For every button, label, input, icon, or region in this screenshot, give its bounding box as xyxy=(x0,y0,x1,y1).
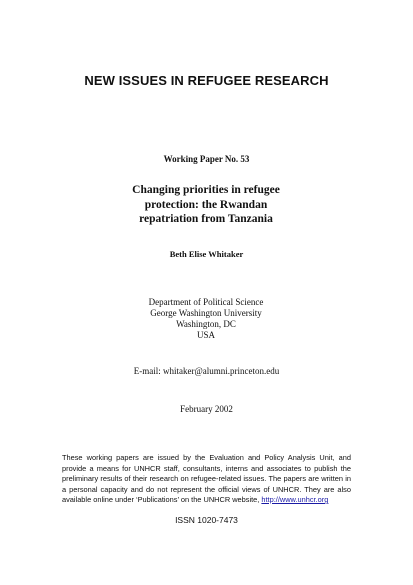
author-name: Beth Elise Whitaker xyxy=(169,249,244,259)
affiliation-line: USA xyxy=(196,330,215,340)
author-email: E-mail: whitaker@alumni.princeton.edu xyxy=(133,366,280,376)
paper-title-line: repatriation from Tanzania xyxy=(139,213,273,225)
affiliation-line: Department of Political Science xyxy=(148,297,264,307)
publication-date: February 2002 xyxy=(180,404,233,414)
affiliation-line: Washington, DC xyxy=(176,319,236,329)
issn-number: ISSN 1020-7473 xyxy=(175,515,238,525)
author-affiliation xyxy=(106,297,306,341)
working-paper-number: Working Paper No. 53 xyxy=(163,154,250,164)
affiliation-line: George Washington University xyxy=(150,308,262,318)
paper-title-line: Changing priorities in refugee xyxy=(132,184,280,196)
disclaimer-paragraph xyxy=(62,453,351,506)
unhcr-website-link[interactable]: http://www.unhcr.org xyxy=(261,495,329,504)
series-title: NEW ISSUES IN REFUGEE RESEARCH xyxy=(84,73,329,88)
paper-title xyxy=(106,183,306,227)
paper-title-line: protection: the Rwandan xyxy=(144,198,268,211)
disclaimer-text: These working papers are issued by the Evaluation and Policy Analysis Unit, and provide a means for UNHCR staff, consultants, interns and associates to publish the preliminary results of their research on refugee-related issues. The papers are written in a personal capacity and do not represent the official views of UNHCR. They are also available online under ‘Publications’ on the UNHCR website, xyxy=(62,453,351,504)
